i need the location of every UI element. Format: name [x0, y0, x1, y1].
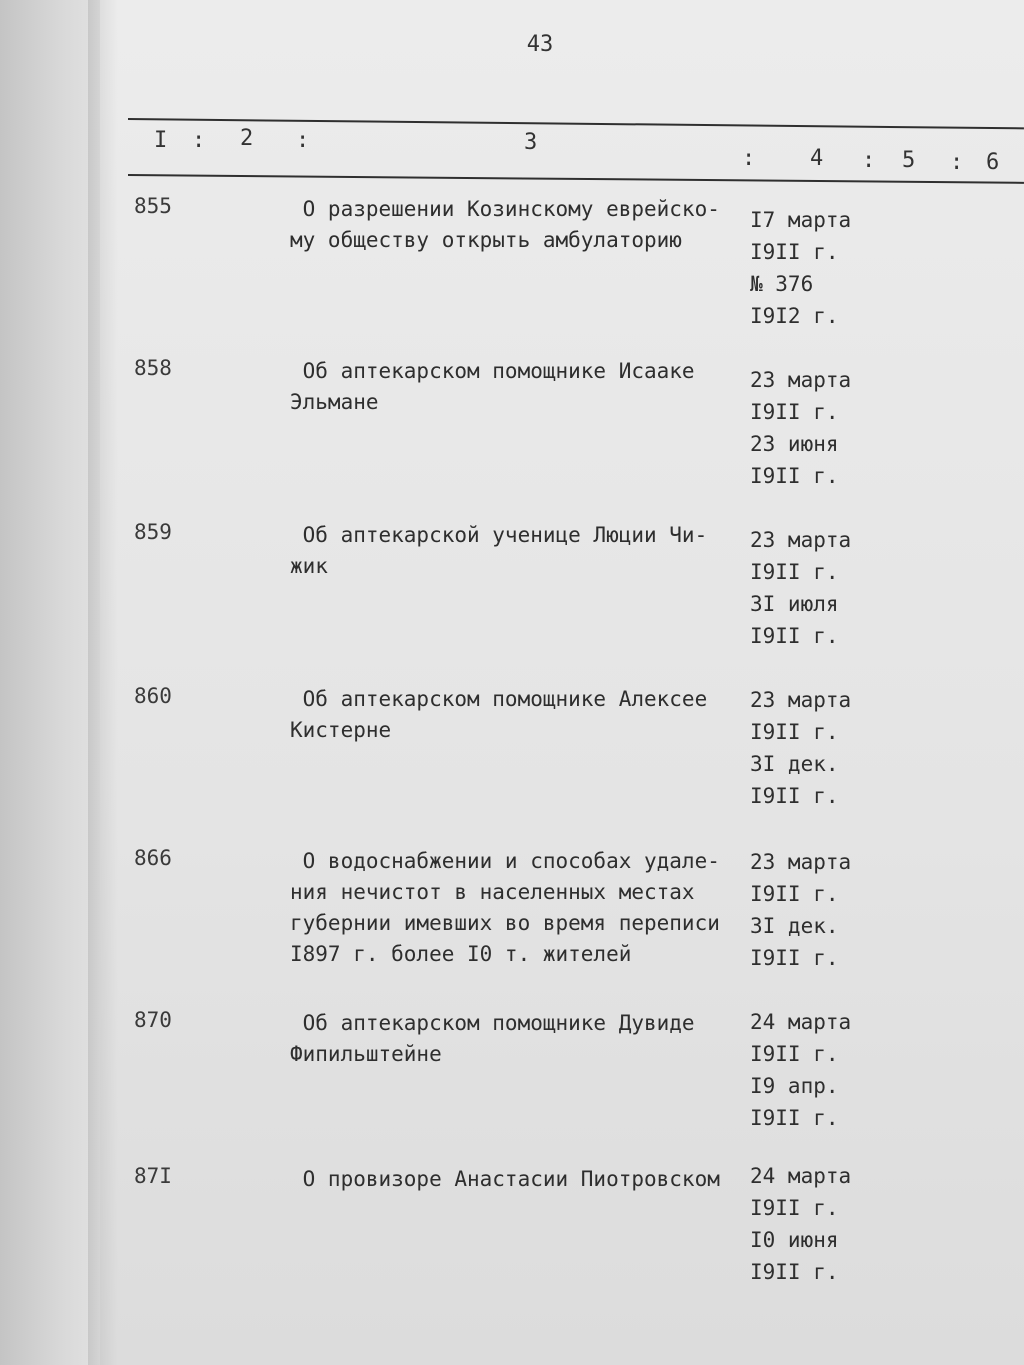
entry-title — [290, 1008, 750, 1070]
date-line: I9II г. — [750, 400, 839, 424]
date-line: I9II г. — [750, 882, 839, 906]
column-header-sep: : — [192, 128, 206, 153]
entry-dates — [750, 846, 920, 974]
entry-title — [290, 356, 750, 418]
entry-dates — [750, 684, 920, 812]
list-item — [100, 1164, 1024, 1324]
date-line: 3I дек. — [750, 914, 839, 938]
column-header-4: 4 — [810, 146, 824, 171]
title-line: О провизоре Анастасии Пиотровском — [290, 1167, 720, 1191]
gutter-shadow — [88, 0, 118, 1365]
document-page — [100, 0, 1024, 1365]
entry-dates — [750, 204, 920, 332]
entry-dates — [750, 364, 920, 492]
title-line: жик — [290, 554, 328, 578]
title-line: Об аптекарской ученице Люции Чи- — [290, 523, 708, 547]
column-header-sep: : — [862, 148, 876, 173]
entry-number: 870 — [134, 1008, 172, 1032]
date-line: I7 марта — [750, 208, 852, 232]
entry-number: 859 — [134, 520, 172, 544]
entry-number: 855 — [134, 194, 172, 218]
title-line: Об аптекарском помощнике Дувиде — [290, 1011, 695, 1035]
date-line: 23 марта — [750, 368, 852, 392]
title-line: Об аптекарском помощнике Исааке — [290, 359, 695, 383]
column-header-sep: : — [950, 150, 964, 175]
column-header-5: 5 — [902, 148, 916, 173]
entry-dates — [750, 1006, 920, 1134]
entry-dates — [750, 524, 920, 652]
column-header-6: 6 — [986, 150, 1000, 175]
title-line: Эльмане — [290, 390, 379, 414]
page-number: 43 — [526, 32, 554, 57]
date-line: I9II г. — [750, 1196, 839, 1220]
title-line: Фипильштейне — [290, 1042, 442, 1066]
header-rule-bottom — [128, 174, 1024, 184]
date-line: I0 июня — [750, 1228, 839, 1252]
entry-number: 858 — [134, 356, 172, 380]
column-header-sep: : — [742, 146, 756, 171]
date-line: I9II г. — [750, 1042, 839, 1066]
list-item — [100, 1008, 1024, 1168]
left-page-edge — [0, 0, 100, 1365]
list-item — [100, 520, 1024, 680]
date-line: I9II г. — [750, 464, 839, 488]
date-line: I9II г. — [750, 946, 839, 970]
date-line: I9II г. — [750, 240, 839, 264]
column-header-sep: : — [296, 128, 310, 153]
date-line: 23 июня — [750, 432, 839, 456]
title-line: ния нечистот в населенных местах — [290, 880, 695, 904]
list-item — [100, 356, 1024, 516]
date-line: I9II г. — [750, 624, 839, 648]
entry-title — [290, 194, 750, 256]
date-line: № 376 — [750, 272, 814, 296]
date-line: 23 марта — [750, 688, 852, 712]
date-line: 24 марта — [750, 1010, 852, 1034]
list-item — [100, 684, 1024, 844]
entry-number: 87I — [134, 1164, 172, 1188]
date-line: 24 марта — [750, 1164, 852, 1188]
date-line: 3I июля — [750, 592, 839, 616]
header-rule-top — [128, 118, 1024, 129]
entry-title — [290, 846, 750, 970]
entry-title — [290, 684, 750, 746]
date-line: I9 апр. — [750, 1074, 839, 1098]
date-line: I9II г. — [750, 1106, 839, 1130]
title-line: губернии имевших во время переписи — [290, 911, 720, 935]
title-line: О водоснабжении и способах удале- — [290, 849, 720, 873]
entry-title — [290, 1164, 750, 1195]
column-header-3: 3 — [524, 130, 538, 155]
title-line: I897 г. более I0 т. жителей — [290, 942, 632, 966]
date-line: 23 марта — [750, 528, 852, 552]
list-item — [100, 846, 1024, 1006]
date-line: I9I2 г. — [750, 304, 839, 328]
date-line: I9II г. — [750, 720, 839, 744]
title-line: му обществу открыть амбулаторию — [290, 228, 682, 252]
entry-number: 860 — [134, 684, 172, 708]
date-line: 23 марта — [750, 850, 852, 874]
list-item — [100, 194, 1024, 354]
date-line: I9II г. — [750, 560, 839, 584]
entry-dates — [750, 1160, 920, 1288]
entry-number: 866 — [134, 846, 172, 870]
title-line: Об аптекарском помощнике Алексее — [290, 687, 708, 711]
column-header-1: I — [154, 128, 168, 153]
date-line: I9II г. — [750, 784, 839, 808]
title-line: О разрешении Козинскому еврейско- — [290, 197, 720, 221]
date-line: 3I дек. — [750, 752, 839, 776]
title-line: Кистерне — [290, 718, 392, 742]
column-header-2: 2 — [240, 126, 254, 151]
entry-title — [290, 520, 750, 582]
date-line: I9II г. — [750, 1260, 839, 1284]
